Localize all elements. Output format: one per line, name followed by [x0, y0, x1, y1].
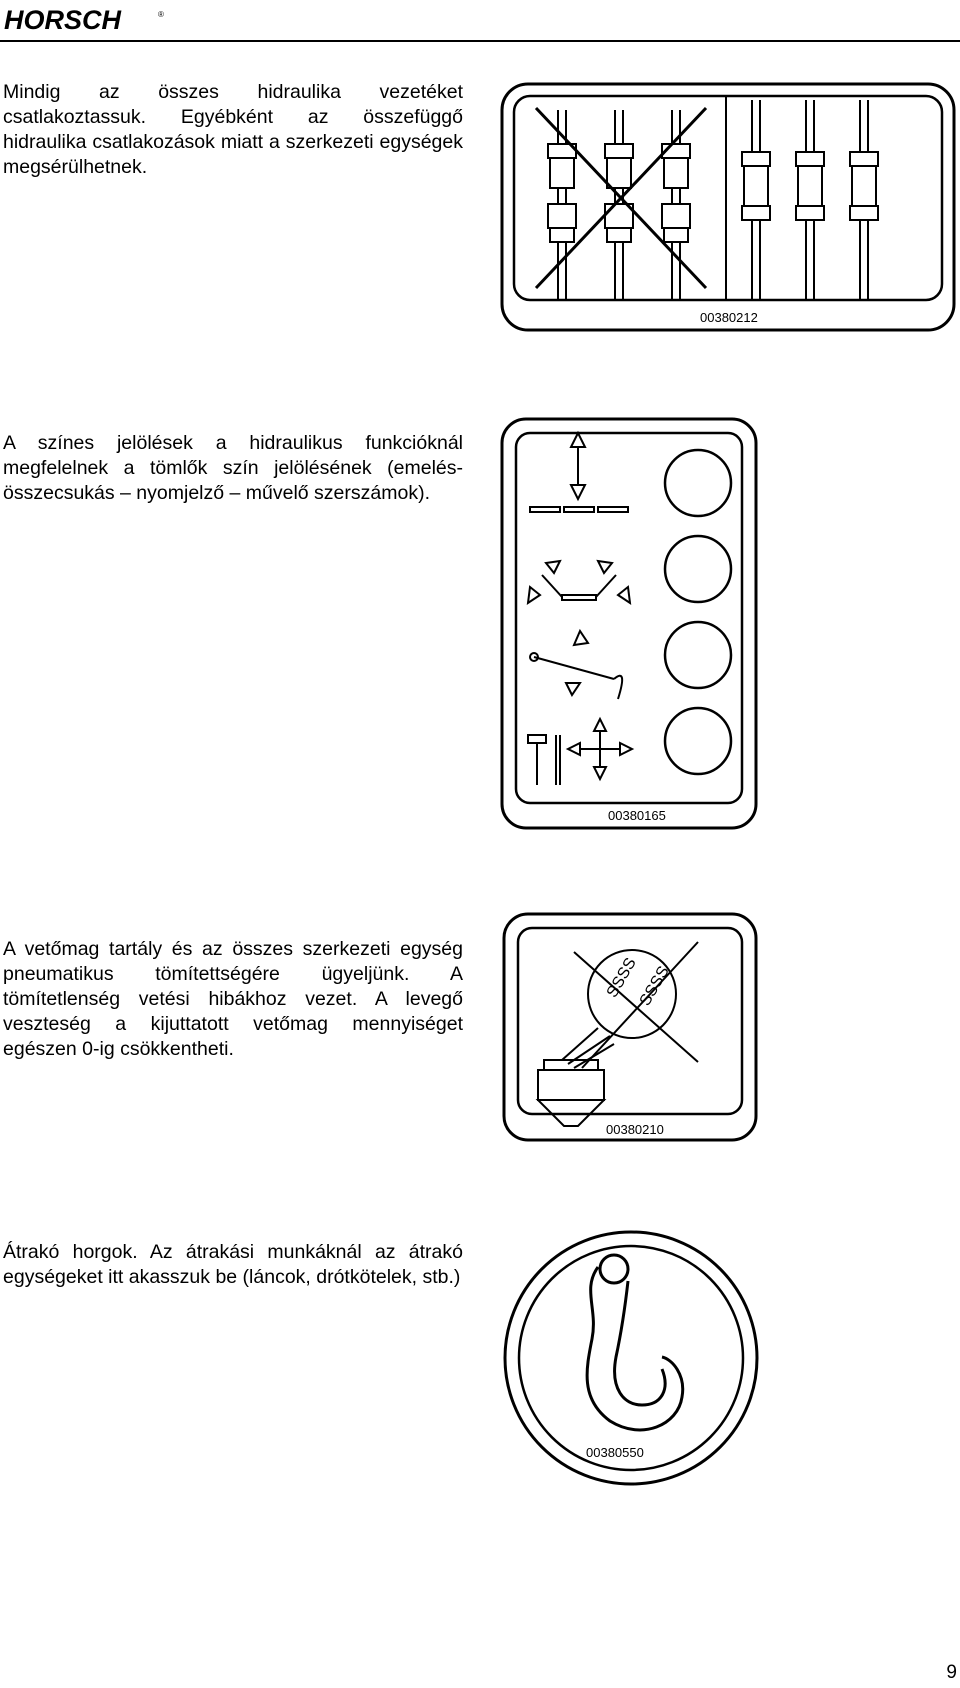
- paragraph-pneumatic-seal: A vetőmag tartály és az összes szerkezeti egység pneumatikus tömítettségére ügyeljünk. A tömítetlenség vetési hibákhoz vezet. A levegő veszteség a kijuttatott vetőmag mennyiséget egészen 0-ig csökkentheti.: [3, 938, 463, 1060]
- air-leak-tank-icon: [502, 912, 758, 1142]
- figure-code: 00380550: [586, 1445, 644, 1460]
- figure-code: 00380212: [700, 310, 758, 325]
- paragraph-hydraulic-connect: Mindig az összes hidraulika vezetéket csatlakoztassuk. Egyébként az összefüggő hidraulika csatlakozások miatt a szerkezeti egységek megsérülhetnek.: [3, 81, 463, 178]
- paragraph-transport-hooks: Átrakó horgok. Az átrakási munkáknál az átrakó egységeket itt akasszuk be (láncok, drótkötelek, stb.): [3, 1241, 463, 1288]
- hydraulic-color-codes-icon: [500, 417, 758, 830]
- paragraph-color-codes: A színes jelölések a hidraulikus funkcióknál megfelelnek a tömlők szín jelölésének (emelés- összecsukás – nyomjelző – művelő szerszámok).: [3, 432, 463, 504]
- page-number: 9: [946, 1662, 957, 1683]
- header-rule: [0, 40, 960, 42]
- figure-code: 00380165: [608, 808, 666, 823]
- hook-icon: [502, 1229, 760, 1487]
- hydraulic-couplings-icon: [500, 82, 956, 332]
- svg-text:SSSS: SSSS: [636, 963, 673, 1009]
- svg-text:SSSS: SSSS: [603, 955, 640, 1001]
- figure-code: 00380210: [606, 1122, 664, 1137]
- svg-text:®: ®: [158, 10, 164, 19]
- horsch-logo: [2, 4, 172, 36]
- logo-text: HORSCH: [4, 5, 122, 35]
